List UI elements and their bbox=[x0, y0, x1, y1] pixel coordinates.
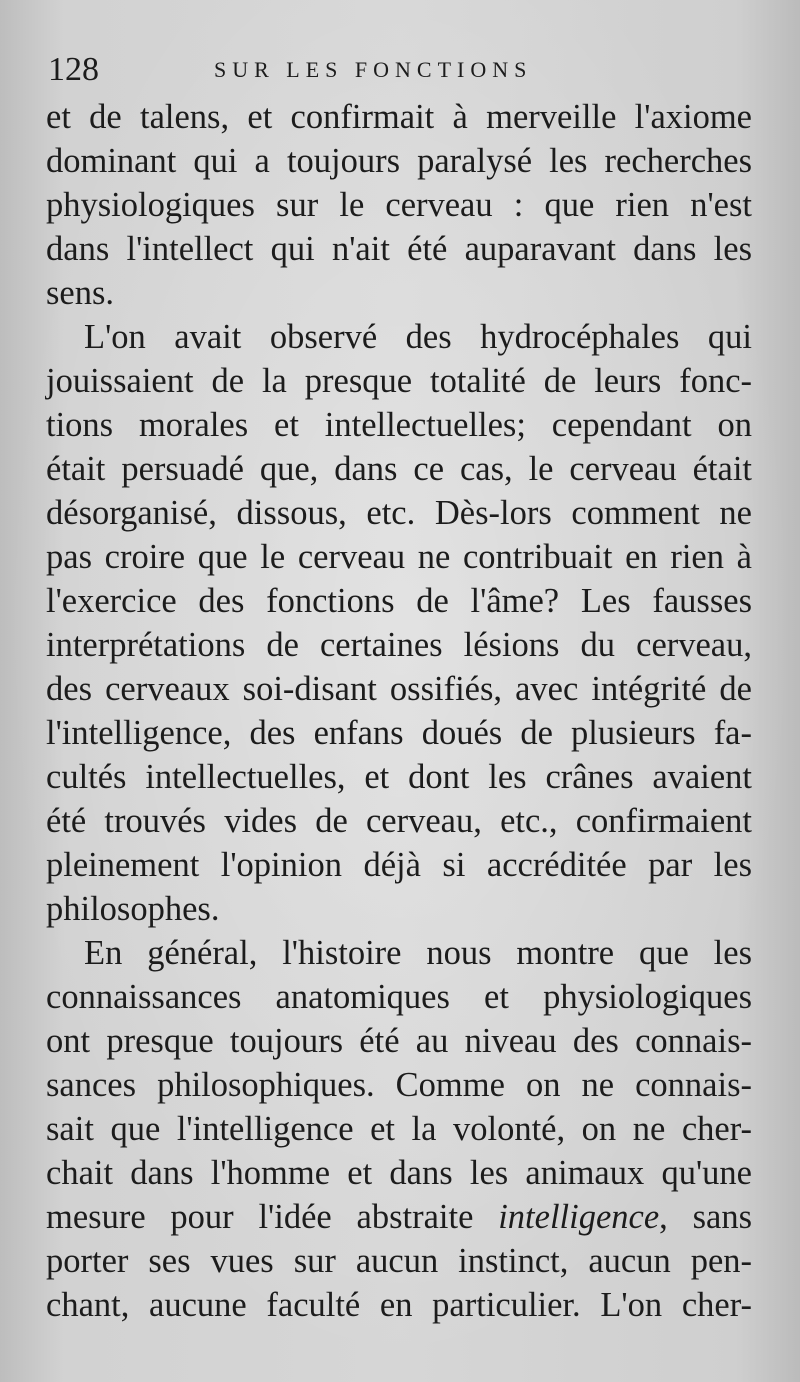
text-line: dans l'intellect qui n'ait été auparavant dans les bbox=[46, 230, 752, 268]
paragraph-1 bbox=[46, 95, 752, 315]
italic-term: intelligence bbox=[498, 1198, 660, 1236]
text-line: tions morales et intellectuelles; cependant on bbox=[46, 406, 752, 444]
text-line: dominant qui a toujours paralysé les recherches bbox=[46, 142, 752, 180]
text-line: été trouvés vides de cerveau, etc., confirmaient bbox=[46, 802, 752, 840]
text-line: ont presque toujours été au niveau des connais- bbox=[46, 1022, 752, 1060]
text-line: interprétations de certaines lésions du cerveau, bbox=[46, 626, 752, 664]
running-head bbox=[48, 50, 588, 90]
paragraph-2 bbox=[46, 315, 752, 931]
text-line: physiologiques sur le cerveau : que rien n'est bbox=[46, 186, 752, 224]
text-line: était persuadé que, dans ce cas, le cerveau était bbox=[46, 450, 752, 488]
body-text bbox=[46, 95, 752, 1327]
text-line: jouissaient de la presque totalité de leurs fonc- bbox=[46, 362, 752, 400]
text-line: sens. bbox=[46, 274, 115, 312]
text-line: pas croire que le cerveau ne contribuait en rien à bbox=[46, 538, 752, 576]
text-line: cultés intellectuelles, et dont les crânes avaient bbox=[46, 758, 752, 796]
running-title: SUR LES FONCTIONS bbox=[214, 57, 533, 82]
text-line: chait dans l'homme et dans les animaux qu'une bbox=[46, 1154, 752, 1192]
text-line: chant, aucune faculté en particulier. L'on cher- bbox=[46, 1286, 752, 1324]
text-line: l'intelligence, des enfans doués de plusieurs fa- bbox=[46, 714, 752, 752]
text-line: pleinement l'opinion déjà si accréditée par les bbox=[46, 846, 752, 884]
text-line: et de talens, et confirmait à merveille l'axiome bbox=[46, 98, 752, 136]
text-line: désorganisé, dissous, etc. Dès-lors comment ne bbox=[46, 494, 752, 532]
text-segment: , sans bbox=[659, 1198, 752, 1236]
text-line: L'on avait observé des hydrocéphales qui bbox=[84, 318, 752, 356]
text-line: En général, l'histoire nous montre que les bbox=[84, 934, 752, 972]
text-line bbox=[46, 1195, 752, 1239]
text-line: porter ses vues sur aucun instinct, aucun pen- bbox=[46, 1242, 752, 1280]
page-number: 128 bbox=[48, 51, 99, 88]
text-line: philosophes. bbox=[46, 890, 220, 928]
text-line: sances philosophiques. Comme on ne connais- bbox=[46, 1066, 752, 1104]
text-line: connaissances anatomiques et physiologiques bbox=[46, 978, 752, 1016]
text-line: des cerveaux soi-disant ossifiés, avec intégrité de bbox=[46, 670, 752, 708]
text-segment: mesure pour l'idée abstraite bbox=[46, 1198, 474, 1236]
text-line: l'exercice des fonctions de l'âme? Les fausses bbox=[46, 582, 752, 620]
text-line: sait que l'intelligence et la volonté, on ne cher- bbox=[46, 1110, 752, 1148]
paragraph-3 bbox=[46, 931, 752, 1327]
